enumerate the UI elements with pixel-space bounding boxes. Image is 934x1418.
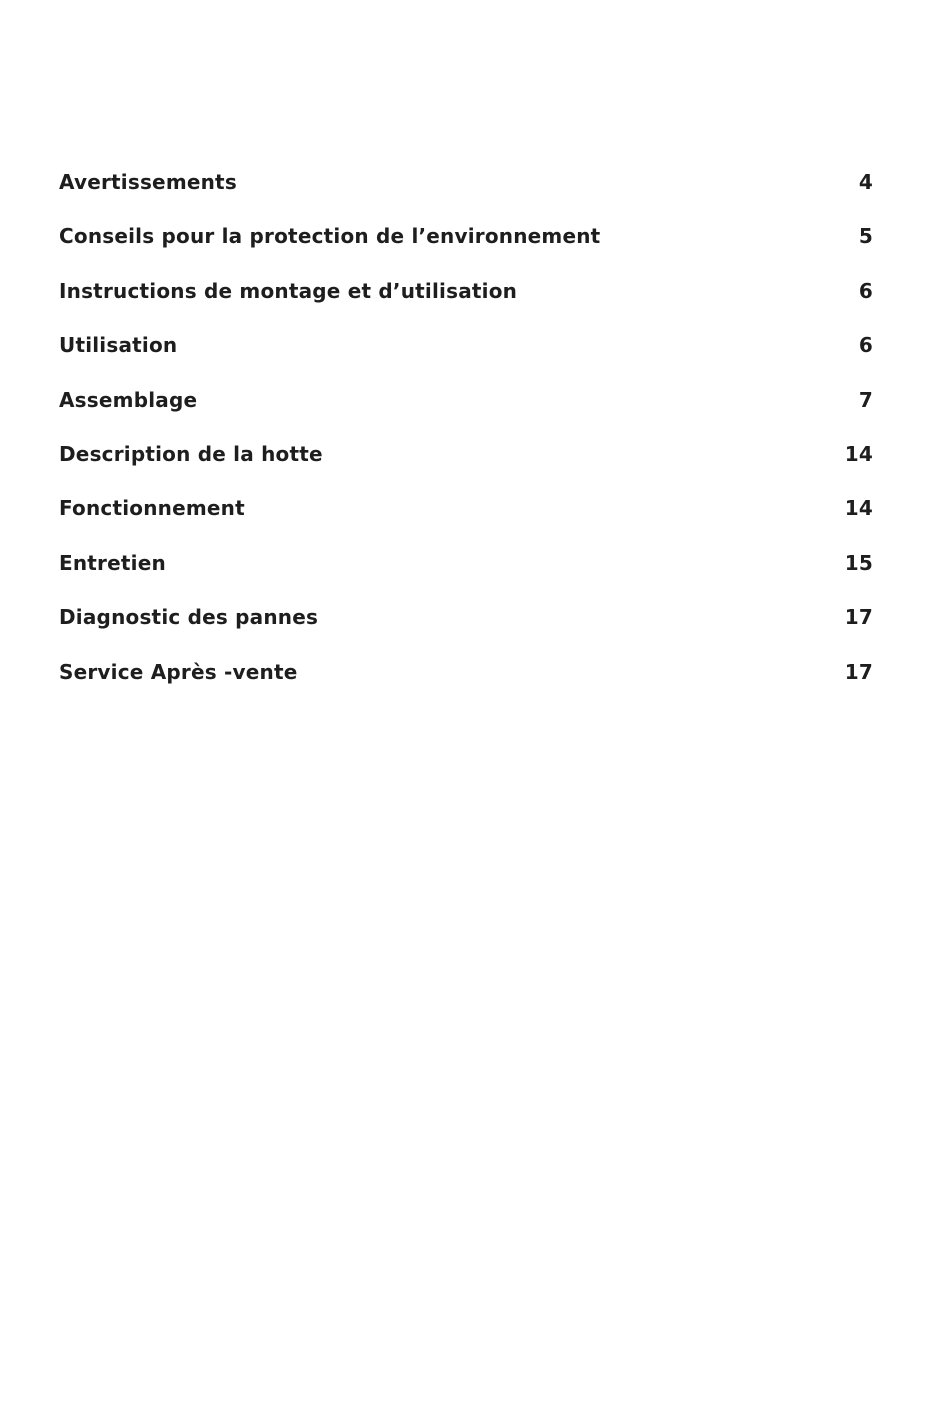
table-of-contents: [59, 170, 873, 714]
toc-entry-page: 5: [858, 224, 873, 249]
toc-entry-title: Conseils pour la protection de l’environnement: [59, 224, 601, 249]
toc-entry-title: Avertissements: [59, 170, 237, 194]
toc-entry-page: 4: [858, 170, 873, 194]
toc-entry-title: Utilisation: [59, 333, 178, 358]
toc-entry: [59, 388, 873, 442]
toc-entry-title: Service Après -vente: [59, 659, 298, 684]
toc-entry-page: 17: [844, 659, 873, 684]
toc-entry: [59, 496, 873, 550]
toc-entry-page: 14: [844, 496, 873, 521]
toc-entry: [59, 279, 873, 333]
toc-entry-title: Entretien: [59, 550, 166, 575]
toc-entry-page: 6: [858, 278, 873, 303]
toc-entry-title: Instructions de montage et d’utilisation: [59, 278, 518, 303]
toc-entry: [59, 660, 873, 714]
toc-entry: [59, 605, 873, 659]
toc-entry: [59, 551, 873, 605]
toc-entry-page: 6: [858, 333, 873, 358]
toc-entry-title: Description de la hotte: [59, 441, 323, 466]
toc-entry-page: 15: [844, 550, 873, 575]
toc-entry-page: 14: [844, 441, 873, 466]
toc-entry-page: 7: [858, 387, 873, 412]
toc-entry: [59, 333, 873, 387]
toc-entry: [59, 224, 873, 278]
toc-entry-page: 17: [844, 605, 873, 630]
toc-entry: [59, 170, 873, 224]
toc-entry: [59, 442, 873, 496]
toc-entry-title: Assemblage: [59, 387, 198, 412]
toc-entry-title: Diagnostic des pannes: [59, 605, 319, 630]
toc-entry-title: Fonctionnement: [59, 496, 245, 521]
